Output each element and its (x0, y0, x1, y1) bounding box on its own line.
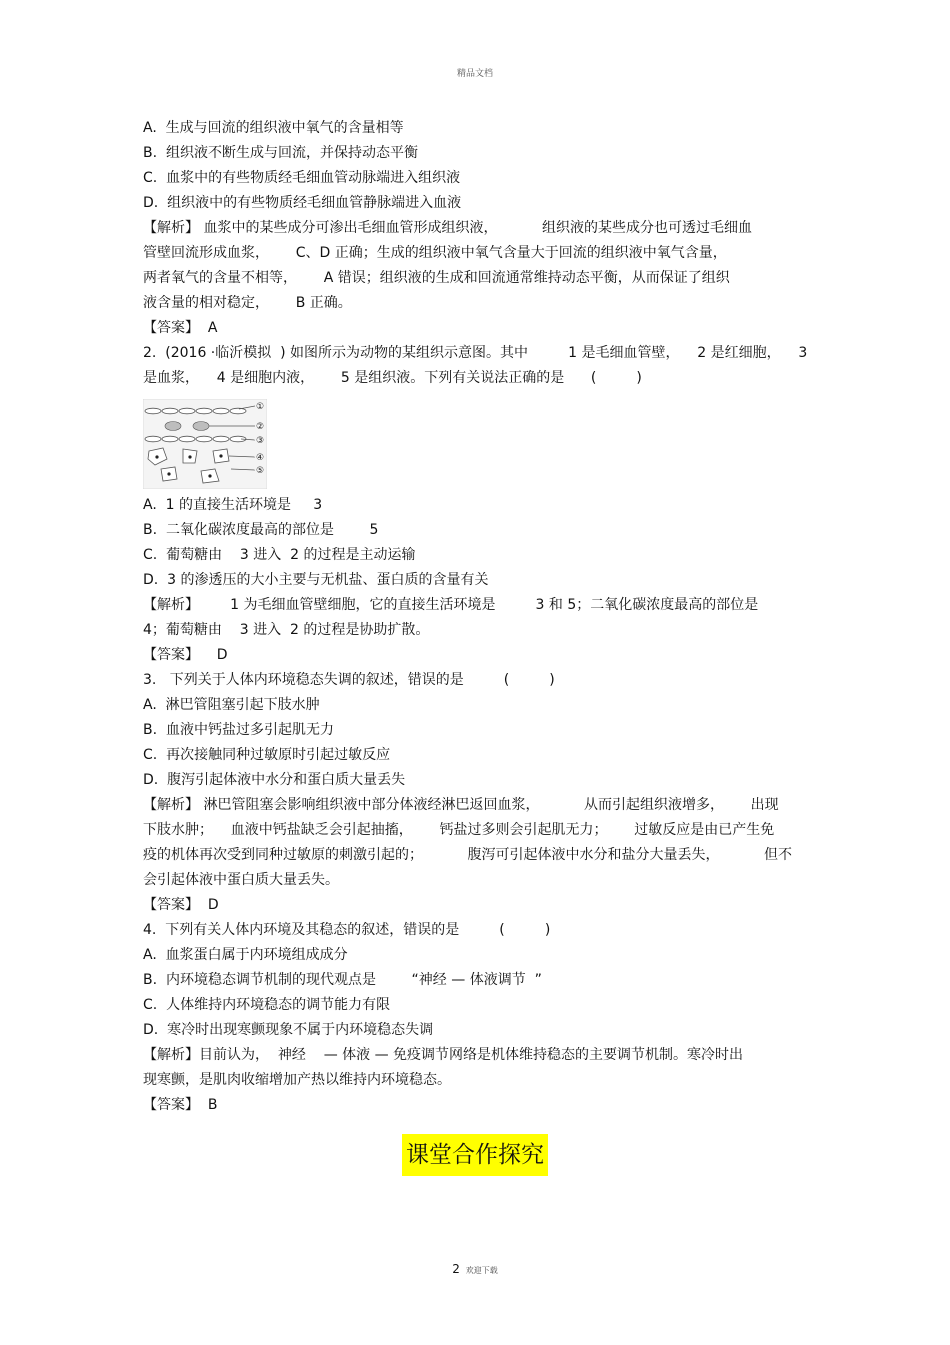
answer-line: 【答案】 D (143, 897, 219, 913)
text-line: B. 二氧化碳浓度最高的部位是 5 (143, 522, 379, 538)
question-4-line: 4. 下列有关人体内环境及其稳态的叙述，错误的是 ( ) (143, 922, 551, 938)
text-line: D. 寒冷时出现寒颤现象不属于内环境稳态失调 (143, 1022, 434, 1038)
analysis-line: 两者氧气的含量不相等， A 错误；组织液的生成和回流通常维持动态平衡，从而保证了组织 (143, 270, 730, 286)
analysis-line: 【解析】目前认为， 神经 — 体液 — 免疫调节网络是机体维持稳态的主要调节机制。寒冷时出 (143, 1047, 744, 1063)
analysis-line: 下肢水肿； 血液中钙盐缺乏会引起抽搐， 钙盐过多则会引起肌无力； 过敏反应是由已产生免 (143, 822, 775, 838)
analysis-line: 现寒颤，是肌肉收缩增加产热以维持内环境稳态。 (143, 1072, 451, 1088)
text-line: A. 1 的直接生活环境是 3 (143, 497, 323, 513)
question-2-line: 2. (2016 ·临沂模拟 ) 如图所示为动物的某组织示意图。其中 1 是毛细血管壁， 2 是红细胞， 3 (143, 345, 808, 361)
tissue-diagram (143, 399, 267, 489)
question-3-line: 3. 下列关于人体内环境稳态失调的叙述，错误的是 ( ) (143, 672, 555, 688)
question-2-line: 是血浆， 4 是细胞内液， 5 是组织液。下列有关说法正确的是 ( ) (143, 370, 642, 386)
text-line: A. 淋巴管阻塞引起下肢水肿 (143, 697, 320, 713)
text-line: B. 血液中钙盐过多引起肌无力 (143, 722, 334, 738)
figure-label: ④ (256, 453, 265, 463)
answer-line: 【答案】 B (143, 1097, 218, 1113)
page-number: 2 (452, 1262, 460, 1276)
text-block-1 (143, 116, 811, 391)
text-line: C. 葡萄糖由 3 进入 2 的过程是主动运输 (143, 547, 416, 563)
text-line: C. 人体维持内环境稳态的调节能力有限 (143, 997, 391, 1013)
answer-line: 【答案】 A (143, 320, 218, 336)
figure-label: ① (256, 402, 265, 412)
analysis-line: 【解析】 血浆中的某些成分可渗出毛细血管形成组织液， 组织液的某些成分也可透过毛细血 (143, 220, 752, 236)
figure-label: ⑤ (256, 466, 265, 476)
section-heading-wrap (0, 1134, 950, 1176)
text-block-2 (143, 493, 811, 1118)
analysis-line: 【解析】 淋巴管阻塞会影响组织液中部分体液经淋巴返回血浆， 从而引起组织液增多， 出现 (143, 797, 779, 813)
text-line: C. 血浆中的有些物质经毛细血管动脉端进入组织液 (143, 170, 461, 186)
figure-label: ③ (256, 436, 265, 446)
analysis-line: 会引起体液中蛋白质大量丢失。 (143, 872, 339, 888)
text-line: D. 组织液中的有些物质经毛细血管静脉端进入血液 (143, 195, 462, 211)
analysis-line: 管壁回流形成血浆， C、D 正确；生成的组织液中氧气含量大于回流的组织液中氧气含量， (143, 245, 727, 261)
analysis-line: 疫的机体再次受到同种过敏原的刺激引起的； 腹泻可引起体液中水分和盐分大量丢失， 但不 (143, 847, 793, 863)
text-line: B. 内环境稳态调节机制的现代观点是 “神经 — 体液调节 ” (143, 972, 542, 988)
text-line: C. 再次接触同种过敏原时引起过敏反应 (143, 747, 391, 763)
analysis-line: 【解析】 1 为毛细血管壁细胞，它的直接生活环境是 3 和 5；二氧化碳浓度最高的部位是 (143, 597, 759, 613)
footer-text: 欢迎下载 (465, 1266, 498, 1275)
page-footer (0, 1262, 950, 1276)
text-line: A. 血浆蛋白属于内环境组成成分 (143, 947, 348, 963)
text-line: B. 组织液不断生成与回流，并保持动态平衡 (143, 145, 418, 161)
text-line: A. 生成与回流的组织液中氧气的含量相等 (143, 120, 404, 136)
text-line: D. 3 的渗透压的大小主要与无机盐、蛋白质的含量有关 (143, 572, 489, 588)
page-header: 精品文档 (456, 69, 493, 79)
document-body (143, 116, 811, 1118)
analysis-line: 液含量的相对稳定， B 正确。 (143, 295, 352, 311)
text-line: D. 腹泻引起体液中水分和蛋白质大量丢失 (143, 772, 406, 788)
section-title: 课堂合作探究 (402, 1134, 548, 1176)
analysis-line: 4；葡萄糖由 3 进入 2 的过程是协助扩散。 (143, 622, 430, 638)
figure-label: ② (256, 422, 265, 432)
answer-line: 【答案】 D (143, 647, 228, 663)
